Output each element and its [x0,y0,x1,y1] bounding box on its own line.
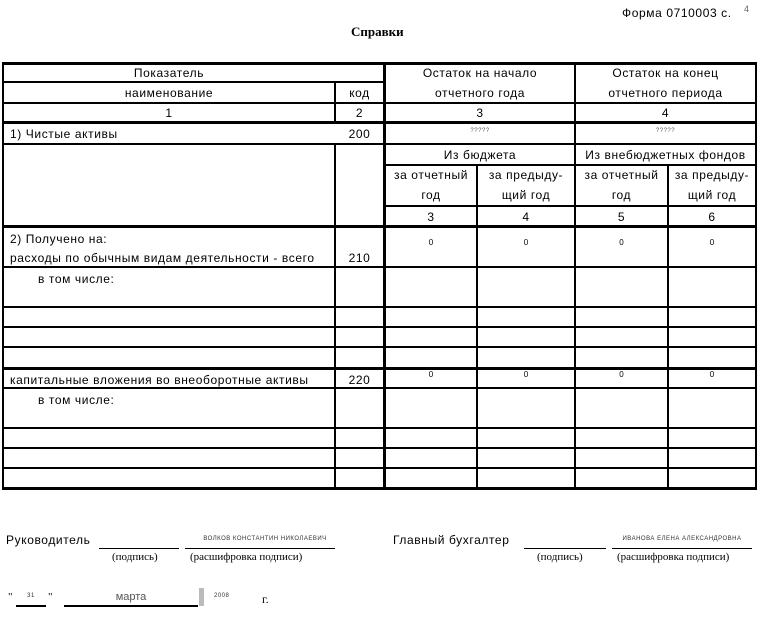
budget-current-l1: за отчетный [394,168,468,182]
header-name: наименование [124,86,214,100]
offbudget-current-l1: за отчетный [584,168,659,182]
date-day-line [16,605,46,607]
col-number-4: 4 [661,106,670,120]
head-signature-line [99,548,179,549]
col-number-2: 2 [355,106,364,120]
received-line1: 2) Получено на: [10,232,108,246]
date-quote-open: " [8,591,13,603]
date-quote-close: " [48,591,53,603]
offbudget-previous-l2: щий год [687,188,737,202]
form-code: Форма 0710003 с. [622,6,732,20]
net-assets-start-value: ????? [470,128,490,134]
page-number: 4 [744,4,750,14]
received-value-4: 0 [709,238,715,247]
sub-col-6: 6 [708,210,716,224]
budget-current-l2: год [421,188,441,202]
received-value-1: 0 [428,238,434,247]
capital-value-4: 0 [709,370,715,379]
sub-col-4: 4 [522,210,530,224]
date-year: 2008 [214,593,230,599]
budget-previous-l1: за предыду- [488,168,564,182]
date-day: 31 [27,593,35,599]
page-title: Справки [351,24,404,39]
capital-value-2: 0 [523,370,529,379]
subheader-offbudget: Из внебюджетных фондов [585,148,746,162]
col-number-1: 1 [165,106,173,120]
head-decode-line [185,548,335,549]
date-separator [199,588,204,606]
net-assets-label: 1) Чистые активы [10,127,118,141]
capital-label: капитальные вложения во внеоборотные активы [10,373,309,387]
received-value-2: 0 [523,238,529,247]
accountant-sign-hint: (подпись) [537,551,583,563]
date-month-line [64,605,198,607]
accountant-decode-line [612,548,752,549]
capital-value-3: 0 [619,370,624,379]
header-end-line1: Остаток на конец [612,66,719,80]
header-code: код [349,86,370,100]
header-start-line1: Остаток на начало [422,66,538,80]
accountant-signature-line [524,548,606,549]
including-label-2: в том числе: [38,393,115,407]
head-label: Руководитель [6,533,91,547]
header-end-line2: отчетного периода [608,86,723,100]
received-code: 210 [348,251,371,265]
accountant-decode-hint: (расшифровка подписи) [617,551,730,563]
date-year-suffix: г. [262,592,269,606]
sub-col-5: 5 [617,210,626,224]
including-label-1: в том числе: [38,272,115,286]
budget-previous-l2: щий год [501,188,551,202]
head-sign-hint: (подпись) [112,551,158,563]
received-value-3: 0 [619,238,624,247]
offbudget-previous-l1: за предыду- [674,168,750,182]
col-number-3: 3 [476,106,484,120]
head-name: ВОЛКОВ КОНСТАНТИН НИКОЛАЕВИЧ [203,536,327,542]
offbudget-current-l2: год [611,188,632,202]
accountant-name: ИВАНОВА ЕЛЕНА АЛЕКСАНДРОВНА [622,536,742,542]
head-decode-hint: (расшифровка подписи) [190,551,303,563]
date-month: марта [115,591,147,603]
capital-code: 220 [348,373,371,387]
net-assets-code: 200 [348,127,371,141]
net-assets-end-value: ????? [655,128,676,134]
header-indicator: Показатель [133,66,205,80]
subheader-budget: Из бюджета [443,148,517,162]
sub-col-3: 3 [427,210,435,224]
capital-value-1: 0 [428,370,434,379]
accountant-label: Главный бухгалтер [393,533,510,547]
received-line2: расходы по обычным видам деятельности - всего [10,251,315,265]
header-start-line2: отчетного года [435,86,525,100]
